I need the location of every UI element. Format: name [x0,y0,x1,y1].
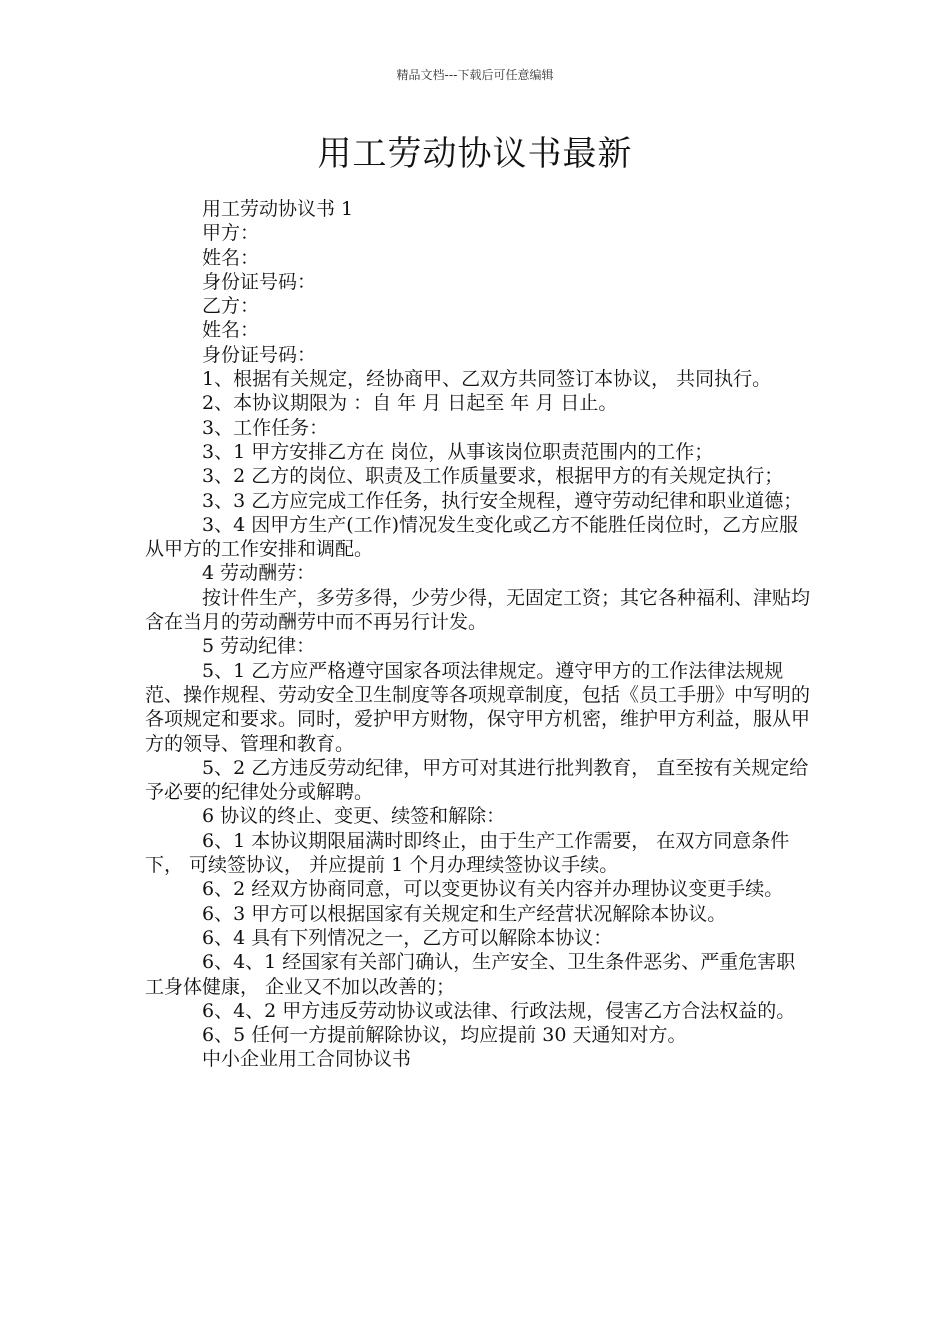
paragraph: 6、4、2 甲方违反劳动协议或法律、行政法规，侵害乙方合法权益的。 [202,999,796,1022]
paragraph: 5 劳动纪律： [202,635,316,658]
paragraph: 中小企业用工合同协议书 [202,1048,412,1071]
paragraph: 身份证号码： [202,343,317,366]
header-note: 精品文档---下载后可任意编辑 [396,68,554,82]
paragraph: 3、2 乙方的岗位、职责及工作质量要求，根据甲方的有关规定执行； [202,465,784,488]
paragraph: 按计件生产，多劳多得，少劳少得，无固定工资；其它各种福利、津贴均含在当月的劳动酬劳中而不再另行计发。 [145,586,811,634]
paragraph: 甲方： [202,222,260,245]
document-title: 用工劳动协议书最新 [317,134,633,174]
document-body [145,197,810,1072]
paragraph: 6、4、1 经国家有关部门确认，生产安全、卫生条件恶劣、严重危害职工身体健康， 企业又不加以改善的； [145,951,796,998]
paragraph: 3、1 甲方安排乙方在 岗位，从事该岗位职责范围内的工作； [202,440,714,463]
paragraph: 6、4 具有下列情况之一，乙方可以解除本协议： [202,926,613,949]
paragraph: 3、3 乙方应完成工作任务，执行安全规程，遵守劳动纪律和职业道德； [202,489,803,512]
paragraph: 2、本协议期限为 ：自 年 月 日起至 年 月 日止。 [202,392,618,415]
paragraph: 6 协议的终止、变更、续签和解除： [202,805,506,828]
paragraph: 3、工作任务： [202,416,329,439]
paragraph: 身份证号码： [202,270,317,293]
paragraph: 姓名： [202,246,260,269]
paragraph: 5、1 乙方应严格遵守国家各项法律规定。遵守甲方的工作法律法规规范、操作规程、劳动安全卫生制度等各项规章制度，包括《员工手册》中写明的各项规定和要求。同时，爱护甲方财物，保守甲方机密，维护甲方利益，服从甲方的领导、管理和教育。 [145,659,811,755]
paragraph: 6、5 任何一方提前解除协议，均应提前 30 天通知对方。 [202,1024,687,1047]
paragraph: 6、2 经双方协商同意，可以变更协议有关内容并办理协议变更手续。 [202,878,784,901]
paragraph: 1、根据有关规定，经协商甲、乙双方共同签订本协议， 共同执行。 [202,368,772,391]
paragraph: 4 劳动酬劳： [202,562,316,585]
paragraph: 姓名： [202,319,260,342]
paragraph: 乙方： [202,295,260,318]
paragraph: 用工劳动协议书 1 [202,198,354,220]
paragraph: 6、1 本协议期限届满时即终止，由于生产工作需要， 在双方同意条件下， 可续签协议， 并应提前 1 个月办理续签协议手续。 [145,829,790,877]
paragraph: 6、3 甲方可以根据国家有关规定和生产经营状况解除本协议。 [202,902,727,925]
paragraph: 5、2 乙方违反劳动纪律，甲方可对其进行批判教育， 直至按有关规定给予必要的纪律处分或解聘。 [145,756,809,804]
paragraph: 3、4 因甲方生产(工作)情况发生变化或乙方不能胜任岗位时，乙方应服从甲方的工作安排和调配。 [145,513,799,561]
